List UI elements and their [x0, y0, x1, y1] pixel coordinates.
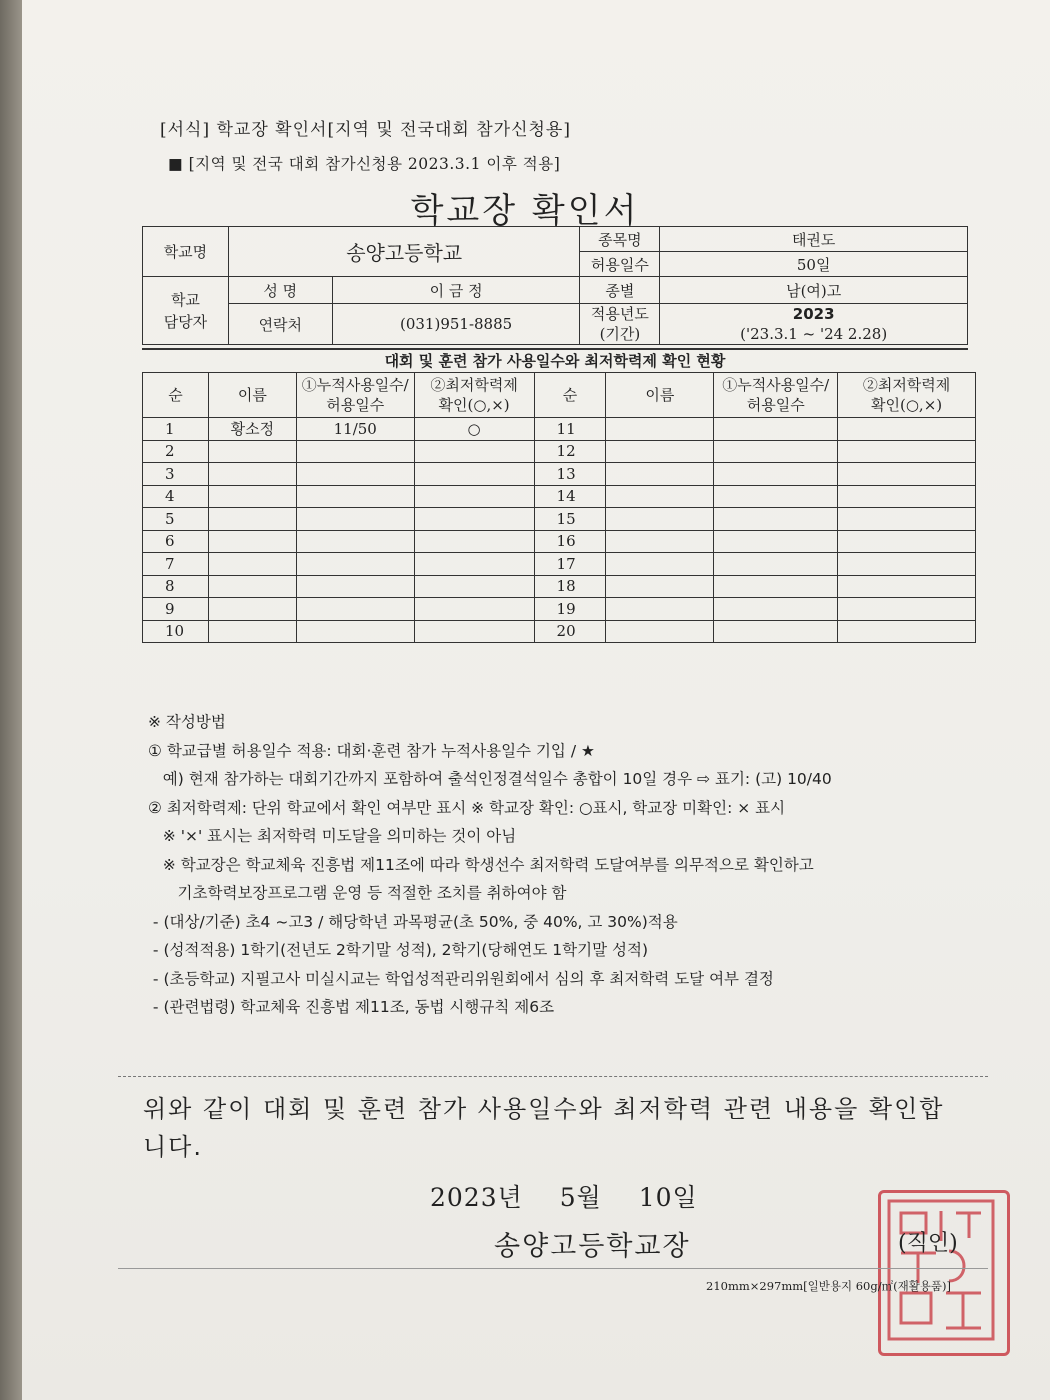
row-check — [414, 440, 534, 463]
row-check-right — [838, 598, 976, 621]
row-number: 2 — [143, 440, 209, 463]
allowed-days-label: 허용일수 — [580, 252, 660, 277]
row-check-right — [838, 575, 976, 598]
row-days-right — [714, 463, 838, 486]
sport-label: 종목명 — [580, 227, 660, 252]
col-no-right: 순 — [534, 373, 606, 418]
gender-label: 종별 — [580, 277, 660, 304]
year-label-line2: (기간) — [599, 325, 641, 343]
note-line: ※ 작성방법 — [148, 713, 226, 731]
manager-label-line2: 담당자 — [163, 312, 208, 331]
row-number: 3 — [143, 463, 209, 486]
row-days-right — [714, 553, 838, 576]
row-name-right — [606, 485, 714, 508]
row-name — [208, 620, 296, 643]
row-check-right — [838, 418, 976, 441]
note-line: ※ '×' 표시는 최저학력 미도달을 의미하는 것이 아님 — [148, 827, 517, 845]
note-line: - (성적적용) 1학기(전년도 2학기말 성적), 2학기(당해연도 1학기말 성적) — [148, 941, 648, 959]
manager-label — [143, 277, 229, 345]
manager-label-line1: 학교 — [170, 290, 200, 309]
row-check: ○ — [414, 418, 534, 441]
row-check-right — [838, 508, 976, 531]
status-table — [142, 372, 976, 643]
col-days-right — [714, 373, 838, 418]
table-row — [143, 418, 976, 441]
row-check-right — [838, 463, 976, 486]
row-name — [208, 530, 296, 553]
table-row — [143, 440, 976, 463]
note-line: - (초등학교) 지필고사 미실시교는 학업성적관리위원회에서 심의 후 최저학력 도달 여부 결정 — [148, 969, 774, 988]
row-name — [208, 485, 296, 508]
note-line: 기초학력보장프로그램 운영 등 적절한 조치를 취하여야 함 — [148, 884, 567, 902]
row-number: 10 — [143, 620, 209, 643]
row-days — [296, 508, 414, 531]
row-days — [296, 463, 414, 486]
col-check-right-line1: ②최저학력제 — [862, 376, 951, 394]
row-number-right: 13 — [534, 463, 606, 486]
school-name: 송양고등학교 — [228, 227, 580, 277]
row-days-right — [714, 485, 838, 508]
row-name-right — [606, 440, 714, 463]
row-name — [208, 598, 296, 621]
col-days — [296, 373, 414, 418]
row-name — [208, 440, 296, 463]
row-check — [414, 530, 534, 553]
row-number-right: 12 — [534, 440, 606, 463]
note-line: - (대상/기준) 초4 ~고3 / 해당학년 과목평균(초 50%, 중 40%, 고 30%)적용 — [148, 912, 678, 931]
row-check — [414, 620, 534, 643]
row-number: 9 — [143, 598, 209, 621]
table-row — [143, 620, 976, 643]
row-name-right — [606, 418, 714, 441]
row-days — [296, 485, 414, 508]
document-title: 학교장 확인서 — [410, 191, 640, 231]
row-days-right — [714, 598, 838, 621]
row-name-right — [606, 620, 714, 643]
col-check — [414, 373, 534, 418]
footer-divider — [118, 1268, 988, 1269]
row-number-right: 14 — [534, 485, 606, 508]
row-name — [208, 463, 296, 486]
col-check-right — [838, 373, 976, 418]
row-days — [296, 575, 414, 598]
paper-spec: 210mm×297mm[일반용지 60g/㎡(재활용품)] — [706, 1279, 951, 1293]
row-name: 황소정 — [208, 418, 296, 441]
row-name-right — [606, 463, 714, 486]
note-line: ※ 학교장은 학교체육 진흥법 제11조에 따라 학생선수 최저학력 도달여부를 의무적으로 확인하고 — [148, 855, 814, 874]
row-check — [414, 575, 534, 598]
table-row — [143, 575, 976, 598]
row-name-right — [606, 575, 714, 598]
row-check-right — [838, 530, 976, 553]
row-check — [414, 598, 534, 621]
row-number-right: 16 — [534, 530, 606, 553]
row-name-right — [606, 508, 714, 531]
sport-value: 태권도 — [660, 227, 968, 252]
row-days-right — [714, 508, 838, 531]
table-header-row — [143, 373, 976, 418]
note-line: ① 학교급별 허용일수 적용: 대회·훈련 참가 누적사용일수 기입 / ★ — [148, 741, 595, 760]
row-number: 8 — [143, 575, 209, 598]
row-number: 4 — [143, 485, 209, 508]
row-days-right — [714, 620, 838, 643]
date-year: 2023년 — [430, 1183, 523, 1212]
note-line: ② 최저학력제: 단위 학교에서 확인 여부만 표시 ※ 학교장 확인: ○표시, 학교장 미확인: × 표시 — [148, 798, 786, 817]
table-row — [143, 508, 976, 531]
table-row — [143, 598, 976, 621]
year-label-line1: 적용년도 — [590, 305, 649, 323]
year-label — [580, 304, 660, 345]
row-days — [296, 530, 414, 553]
contact-value: (031)951-8885 — [332, 304, 580, 345]
info-table — [142, 226, 968, 345]
confirm-line-1: 위와 같이 대회 및 훈련 참가 사용일수와 최저학력 관련 내용을 확인합 — [143, 1095, 945, 1123]
row-number: 6 — [143, 530, 209, 553]
contact-label: 연락처 — [228, 304, 332, 345]
row-check-right — [838, 620, 976, 643]
col-check-line1: ②최저학력제 — [430, 376, 518, 394]
note-line: - (관련법령) 학교체육 진흥법 제11조, 동법 시행규칙 제6조 — [148, 998, 555, 1016]
col-name: 이름 — [208, 373, 296, 418]
row-check-right — [838, 553, 976, 576]
confirmation-text — [143, 1090, 944, 1166]
table-row — [143, 463, 976, 486]
col-days-right-line2: 허용일수 — [746, 396, 805, 414]
row-days — [296, 440, 414, 463]
row-number-right: 19 — [534, 598, 606, 621]
row-days — [296, 553, 414, 576]
row-number-right: 20 — [534, 620, 606, 643]
divider — [118, 1076, 988, 1077]
issue-date — [430, 1178, 726, 1214]
row-days-right — [714, 575, 838, 598]
col-name-right: 이름 — [606, 373, 714, 418]
row-name-right — [606, 530, 714, 553]
row-days-right — [714, 418, 838, 441]
date-month: 5월 — [559, 1183, 602, 1212]
row-days: 11/50 — [296, 418, 414, 441]
instructions — [148, 708, 832, 1022]
confirm-line-2: 니다. — [143, 1133, 203, 1161]
list-title: 대회 및 훈련 참가 사용일수와 최저학력제 확인 현황 — [142, 348, 968, 371]
col-check-line2: 확인(○,×) — [438, 396, 510, 414]
row-name-right — [606, 598, 714, 621]
table-row — [143, 553, 976, 576]
official-seal — [878, 1190, 1010, 1356]
note-line: 예) 현재 참가하는 대회기간까지 포함하여 출석인정결석일수 총합이 10일 경우 ⇨ 표기: (고) 10/40 — [148, 770, 832, 788]
row-number: 7 — [143, 553, 209, 576]
row-check-right — [838, 440, 976, 463]
row-name — [208, 575, 296, 598]
row-name-right — [606, 553, 714, 576]
row-number-right: 18 — [534, 575, 606, 598]
row-number: 5 — [143, 508, 209, 531]
row-number-right: 11 — [534, 418, 606, 441]
seal-glyph — [881, 1193, 1001, 1347]
allowed-days-value: 50일 — [660, 252, 968, 277]
row-check — [414, 463, 534, 486]
row-name — [208, 553, 296, 576]
period: ('23.3.1 ~ '24 2.28) — [740, 325, 888, 343]
row-number: 1 — [143, 418, 209, 441]
year-value — [660, 304, 968, 345]
principal-name: 송양고등학교장 — [494, 1231, 691, 1262]
row-check — [414, 508, 534, 531]
name-label: 성 명 — [228, 277, 332, 304]
form-label: [서식] 학교장 확인서[지역 및 전국대회 참가신청용] — [160, 120, 571, 140]
row-check — [414, 485, 534, 508]
row-name — [208, 508, 296, 531]
year: 2023 — [792, 305, 835, 323]
sub-label: ■ [지역 및 전국 대회 참가신청용 2023.3.1 이후 적용] — [168, 155, 561, 173]
row-days — [296, 598, 414, 621]
col-days-right-line1: ①누적사용일수/ — [722, 376, 830, 394]
row-check-right — [838, 485, 976, 508]
table-row — [143, 530, 976, 553]
table-row — [143, 485, 976, 508]
seal-label: (직인) — [898, 1231, 958, 1256]
row-check — [414, 553, 534, 576]
school-name-label: 학교명 — [143, 227, 229, 277]
col-days-line1: ①누적사용일수/ — [301, 376, 409, 394]
col-check-right-line2: 확인(○,×) — [871, 396, 943, 414]
row-days-right — [714, 530, 838, 553]
date-day: 10일 — [638, 1183, 698, 1212]
col-no: 순 — [143, 373, 209, 418]
manager-name: 이 금 정 — [332, 277, 580, 304]
row-days-right — [714, 440, 838, 463]
row-number-right: 15 — [534, 508, 606, 531]
col-days-line2: 허용일수 — [326, 396, 385, 414]
gender-value: 남(여)고 — [660, 277, 968, 304]
row-days — [296, 620, 414, 643]
row-number-right: 17 — [534, 553, 606, 576]
